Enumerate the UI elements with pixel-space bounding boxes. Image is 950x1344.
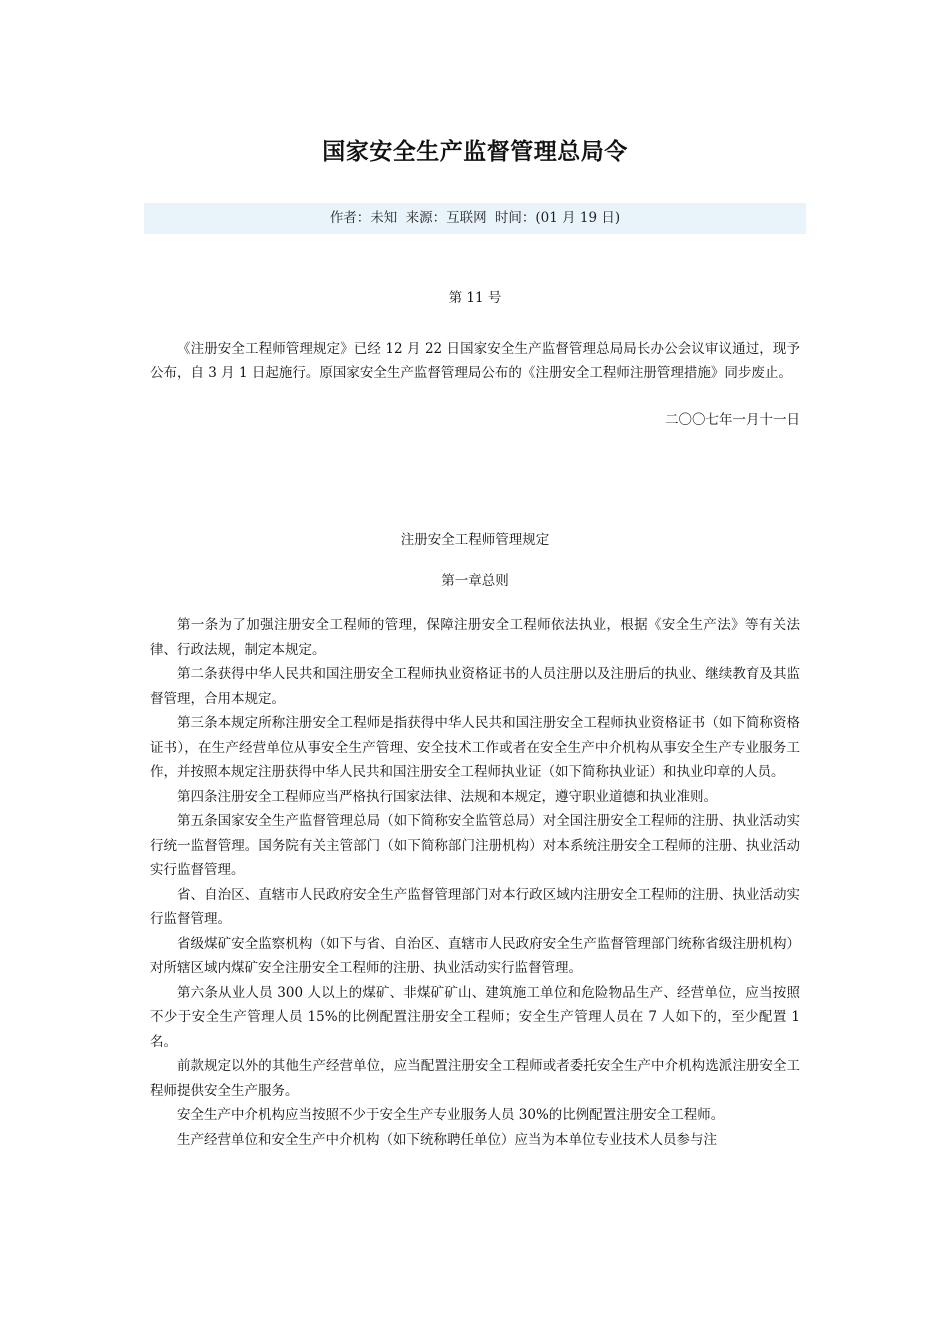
article-paragraph: 第一条为了加强注册安全工程师的管理，保障注册安全工程师依法执业，根据《安全生产法》等有关法律、行政法规，制定本规定。 <box>150 617 800 658</box>
article-body <box>150 282 800 1152</box>
article-paragraph: 第二条获得中华人民共和国注册安全工程师执业资格证书的人员注册以及注册后的执业、继续教育及其监督管理，合用本规定。 <box>150 666 800 707</box>
order-number: 第 11 号 <box>448 290 502 306</box>
article-paragraph: 第五条国家安全生产监督管理总局（如下简称安全监管总局）对全国注册安全工程师的注册、执业活动实行统一监督管理。国务院有关主管部门（如下简称部门注册机构）对本系统注册安全工程师的注册、执业活动实行监督管理。 <box>150 813 800 878</box>
article-paragraph: 安全生产中介机构应当按照不少于安全生产专业服务人员 30%的比例配置注册安全工程师。 <box>177 1107 725 1123</box>
meta-time: 时间：(01 月 19 日) <box>494 210 621 226</box>
meta-source: 来源：互联网 <box>405 210 487 226</box>
article-paragraph: 第四条注册安全工程师应当严格执行国家法律、法规和本规定，遵守职业道德和执业准则。 <box>177 788 717 805</box>
article-paragraph: 第三条本规定所称注册安全工程师是指获得中华人民共和国注册安全工程师执业资格证书（如下简称资格证书），在生产经营单位从事安全生产管理、安全技术工作或者在安全生产中介机构从事安全生产专业服务工作，并按照本规定注册获得中华人民共和国注册安全工程师执业证（如下简称执业证）和执业印章的人员。 <box>150 715 800 780</box>
page-title: 国家安全生产监督管理总局令 <box>322 138 628 165</box>
regulation-title: 注册安全工程师管理规定 <box>400 532 550 548</box>
article-paragraph: 前款规定以外的其他生产经营单位，应当配置注册安全工程师或者委托安全生产中介机构选派注册安全工程师提供安全生产服务。 <box>150 1058 800 1099</box>
meta-author: 作者：未知 <box>329 210 398 226</box>
announcement-paragraph: 《注册安全工程师管理规定》已经 12 月 22 日国家安全生产监督管理总局局长办公会议审议通过，现予公布，自 3 月 1 日起施行。原国家安全生产监督管理局公布的《注册安全工程师注册管理措施》同步废止。 <box>150 340 800 381</box>
article-paragraph: 省、自治区、直辖市人民政府安全生产监督管理部门对本行政区域内注册安全工程师的注册、执业活动实行监督管理。 <box>150 886 800 927</box>
article-paragraph: 第六条从业人员 300 人以上的煤矿、非煤矿矿山、建筑施工单位和危险物品生产、经营单位，应当按照不少于安全生产管理人员 15%的比例配置注册安全工程师；安全生产管理人员在 7 人如下的，至少配置 1 名。 <box>150 984 800 1050</box>
article-meta-bar <box>144 203 806 234</box>
issue-date: 二〇〇七年一月十一日 <box>665 411 800 428</box>
chapter-title: 第一章总则 <box>441 572 509 589</box>
article-paragraph: 省级煤矿安全监察机构（如下与省、自治区、直辖市人民政府安全生产监督管理部门统称省级注册机构）对所辖区域内煤矿安全注册安全工程师的注册、执业活动实行监督管理。 <box>150 935 800 976</box>
article-paragraph: 生产经营单位和安全生产中介机构（如下统称聘任单位）应当为本单位专业技术人员参与注 <box>177 1131 717 1148</box>
